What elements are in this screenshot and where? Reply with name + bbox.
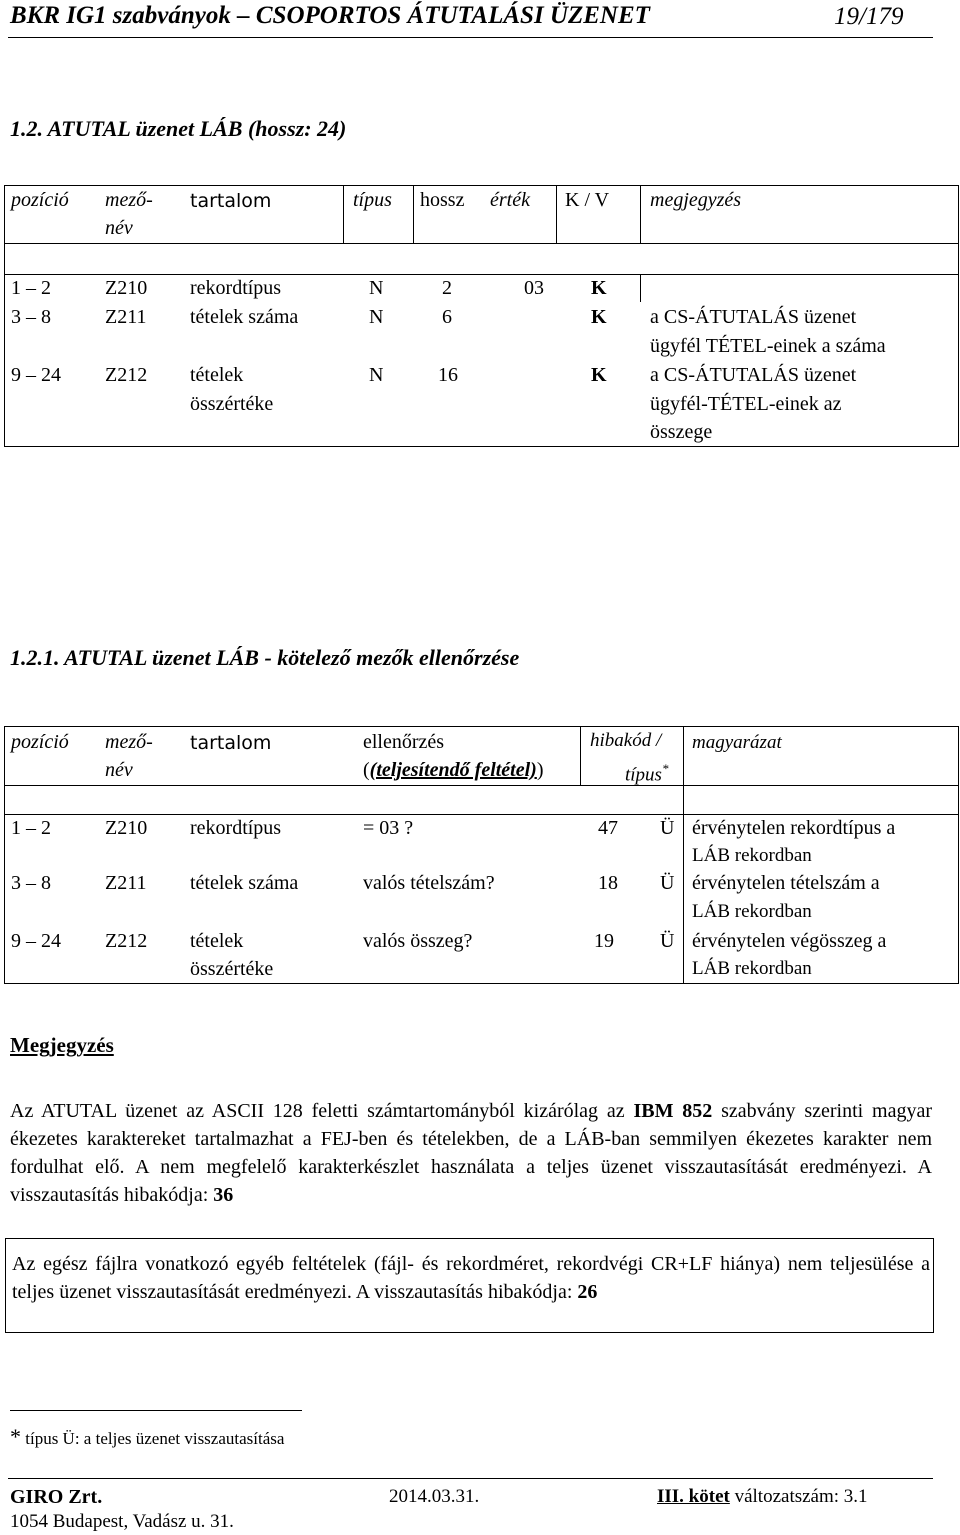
note-charset-error-code: 36 <box>213 1184 234 1206</box>
footnote-mark: * <box>10 1424 21 1449</box>
table-row-2-field: Z211 <box>105 872 147 894</box>
table-row-2-field: Z211 <box>105 306 147 328</box>
table-row-3-error-type: Ü <box>660 930 675 952</box>
col-header-note: megjegyzés <box>650 189 742 211</box>
table-border-left <box>4 185 5 447</box>
table-row-2-type: N <box>369 306 384 328</box>
table-row-1-explanation: érvénytelen rekordtípus a <box>692 817 896 839</box>
footnote-ref: * <box>661 761 669 776</box>
table-border-bottom <box>4 983 959 984</box>
table-row-3-type: N <box>369 364 384 386</box>
note-charset-text-a: Az ATUTAL üzenet az ASCII 128 feletti számtartományból kizárólag az <box>10 1100 634 1122</box>
table-row-1-content: rekordtípus <box>190 277 282 299</box>
table-border-right <box>958 726 959 984</box>
col-header-length: hossz <box>420 189 465 211</box>
table-row-3-content-2: összértéke <box>190 958 274 980</box>
table-row-2-position: 3 – 8 <box>11 872 51 894</box>
table-row-3-content: tételek <box>190 930 244 952</box>
table-row-3-content-2: összértéke <box>190 393 274 415</box>
note-charset-standard: IBM 852 <box>633 1100 713 1122</box>
table-border-bottom <box>4 446 959 447</box>
table-col-divider <box>580 726 581 785</box>
table-row-3-field: Z212 <box>105 930 148 952</box>
col-header-field: mező- <box>105 731 153 753</box>
col-header-position: pozíció <box>11 189 69 211</box>
table-row-2-kv: K <box>591 306 607 328</box>
note-file-text: Az egész fájlra vonatkozó egyéb feltételek (fájl- és rekordméret, rekordvégi CR+LF hiánya) nem teljesülése a teljes üzenet visszautasítását eredményezi. A visszautasítás hibakódja: <box>12 1253 930 1303</box>
footnote <box>10 1424 284 1450</box>
table-row-2-length: 6 <box>442 306 452 328</box>
table-row-1-content: rekordtípus <box>190 817 282 839</box>
table-row-2-check: valós tételszám? <box>363 872 495 894</box>
footer-date: 2014.03.31. <box>389 1486 480 1507</box>
table-row-1-code: 47 <box>598 817 618 839</box>
col-header-error-code: hibakód / <box>590 730 662 751</box>
footer-company: GIRO Zrt. <box>10 1486 103 1508</box>
table-row-1-position: 1 – 2 <box>11 277 51 299</box>
col-header-field-2: név <box>105 759 133 781</box>
col-header-position: pozíció <box>11 731 69 753</box>
note-file-error-code: 26 <box>577 1281 598 1303</box>
table-col-divider <box>683 726 684 983</box>
table-row-3-check: valós összeg? <box>363 930 473 952</box>
table-row-3-content: tételek <box>190 364 244 386</box>
table-row-1-length: 2 <box>442 277 452 299</box>
footer-version-info <box>657 1486 868 1508</box>
table-row-3-note-2: ügyfél-TÉTEL-einek az <box>650 393 842 415</box>
table-row-3-explanation-2: LÁB rekordban <box>692 958 812 979</box>
table-row-1-position: 1 – 2 <box>11 817 51 839</box>
table-row-1-type: N <box>369 277 384 299</box>
footer-volume: III. kötet <box>657 1486 730 1507</box>
footnote-separator <box>10 1410 302 1411</box>
table-row-3-note: a CS-ÁTUTALÁS üzenet <box>650 364 857 386</box>
table-row-2-note-2: ügyfél TÉTEL-einek a száma <box>650 335 886 357</box>
table-row-3-note-3: összege <box>650 421 713 443</box>
table-header-rule <box>4 785 959 786</box>
page-number: 19/179 <box>834 3 904 30</box>
section-title-lab: 1.2. ATUTAL üzenet LÁB (hossz: 24) <box>10 116 347 141</box>
table-row-2-position: 3 – 8 <box>11 306 51 328</box>
table-row-3-field: Z212 <box>105 364 148 386</box>
note-paragraph-charset <box>10 1097 932 1209</box>
col-header-content: tartalom <box>190 190 272 212</box>
table-row-3-kv: K <box>591 364 607 386</box>
table-row-3-explanation: érvénytelen végösszeg a <box>692 930 887 952</box>
col-header-error-type <box>625 754 668 789</box>
col-header-field: mező- <box>105 189 153 211</box>
table-row-1-field: Z210 <box>105 277 148 299</box>
note-charset-text-b: szabvány szerinti magyar ékezetes karaktereket tartalmazhat a FEJ-ben és tételekben, de a LÁB-ban semmilyen ékezetes karakter nem fordulhat elő. A nem megfelelő karakterkészlet használata a teljes üzenet visszautasítását eredményezi. A visszautasítás hibakódja: <box>10 1100 932 1206</box>
document-title: BKR IG1 szabványok – CSOPORTOS ÁTUTALÁSI ÜZENET <box>10 2 650 29</box>
table-row-1-check: = 03 ? <box>363 817 414 839</box>
footer-divider <box>8 1478 933 1479</box>
table-row-2-content: tételek száma <box>190 306 299 328</box>
table-border-top <box>4 726 959 727</box>
col-header-check: ellenőrzés <box>363 731 445 753</box>
col-header-kv: K / V <box>565 189 610 211</box>
table-col-divider <box>343 185 344 243</box>
table-col-divider <box>640 274 641 302</box>
table-row-1-error-type: Ü <box>660 817 675 839</box>
col-header-type: típus <box>353 189 392 211</box>
table-col-divider <box>556 185 557 243</box>
col-header-field-2: név <box>105 217 133 239</box>
table-row-3-position: 9 – 24 <box>11 930 61 952</box>
table-row-2-explanation-2: LÁB rekordban <box>692 901 812 922</box>
footer-address: 1054 Budapest, Vadász u. 31. <box>10 1511 234 1532</box>
table-row-1-field: Z210 <box>105 817 148 839</box>
col-header-value: érték <box>490 189 530 211</box>
col-header-content: tartalom <box>190 732 272 754</box>
table-border-left <box>4 726 5 984</box>
col-header-error-type-label: típus <box>625 764 662 786</box>
table-row-3-position: 9 – 24 <box>11 364 61 386</box>
col-header-explanation: magyarázat <box>692 732 782 753</box>
table-row-3-code: 19 <box>594 930 614 952</box>
table-row-2-note: a CS-ÁTUTALÁS üzenet <box>650 306 857 328</box>
table-row-3-length: 16 <box>438 364 458 386</box>
table-row-2-error-type: Ü <box>660 872 675 894</box>
header-divider <box>8 37 933 38</box>
table-row-2-code: 18 <box>598 872 618 894</box>
col-header-condition: (teljesítendő feltétel) <box>369 759 537 781</box>
table-row-1-value: 03 <box>524 277 544 299</box>
table-row-1-explanation-2: LÁB rekordban <box>692 845 812 866</box>
table-border-right <box>958 185 959 447</box>
table-col-divider <box>413 185 414 243</box>
table-col-divider <box>640 185 641 243</box>
footnote-text: típus Ü: a teljes üzenet visszautasítása <box>21 1429 285 1448</box>
note-paragraph-file-conditions <box>12 1250 930 1306</box>
section-title-validation: 1.2.1. ATUTAL üzenet LÁB - kötelező mezők ellenőrzése <box>10 645 520 670</box>
table-row-rule <box>4 274 959 275</box>
table-row-2-content: tételek száma <box>190 872 299 894</box>
col-header-check-2: ((teljesítendő feltétel)) <box>363 759 544 781</box>
table-row-1-kv: K <box>591 277 607 299</box>
footer-version: változatszám: 3.1 <box>729 1486 868 1507</box>
table-header-rule <box>4 243 959 244</box>
note-heading: Megjegyzés <box>10 1033 114 1057</box>
table-row-2-explanation: érvénytelen tételszám a <box>692 872 880 894</box>
